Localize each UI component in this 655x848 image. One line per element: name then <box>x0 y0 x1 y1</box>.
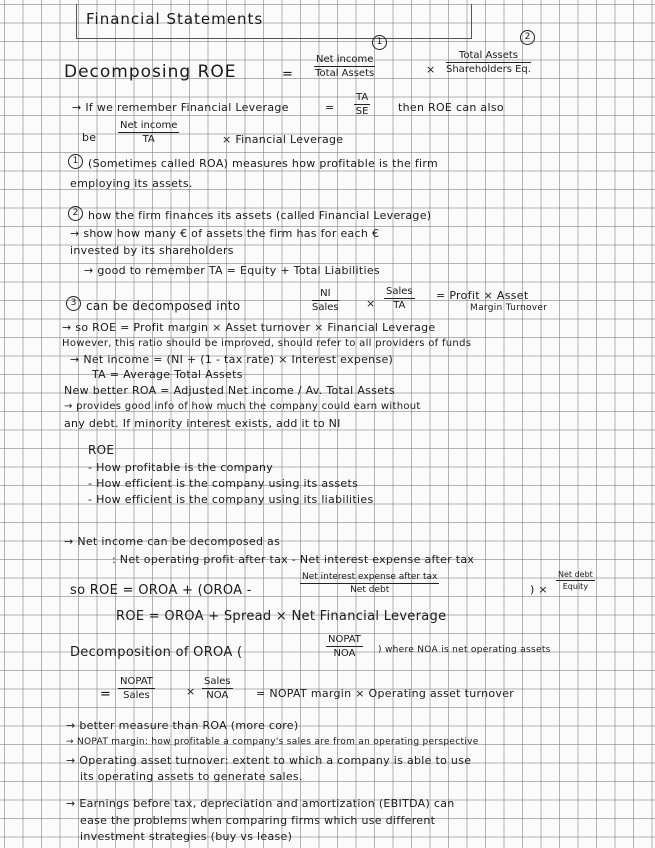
fl-line-1-end: then ROE can also <box>398 101 504 114</box>
roe-frac-net-income-total-assets <box>314 54 375 79</box>
fl-line-1-eq: = <box>325 101 335 114</box>
frac-denominator: Shareholders Eq. <box>446 64 531 75</box>
op-turnover-line-b: its operating assets to generate sales. <box>80 770 303 783</box>
so2-frac-interest-netdebt <box>300 572 439 595</box>
roe-frac-total-assets-equity <box>446 50 531 75</box>
marker-one: 1 <box>372 35 387 50</box>
marker-three-note: 3 <box>66 296 81 311</box>
roe-spread-line: ROE = OROA + Spread × Net Financial Leverage <box>116 609 447 624</box>
frac-numerator: Sales <box>386 286 413 297</box>
ebitda-line-a: → Earnings before tax, depreciation and amortization (EBITDA) can <box>66 797 455 810</box>
eq-frac-nopat-sales <box>118 676 155 701</box>
frac-numerator: Net income <box>316 54 374 65</box>
marker-two: 2 <box>520 30 535 45</box>
note-three-frac-ni-sales <box>312 288 339 313</box>
frac-denominator: Net debt <box>350 585 390 595</box>
frac-numerator: Net interest expense after tax <box>302 572 438 582</box>
note-three-line-a: can be decomposed into <box>86 299 241 313</box>
eq-end: = NOPAT margin × Operating asset turnover <box>256 687 515 700</box>
note-three-frac-sales-ta <box>384 286 415 311</box>
roe-formula-times: × <box>426 63 436 76</box>
frac-denominator: Total Assets <box>315 68 375 79</box>
provides-line-a: → provides good info of how much the company could earn without <box>64 401 421 412</box>
roe-formula-eq: = <box>282 67 294 82</box>
marker-one-note: 1 <box>68 154 83 169</box>
new-roa-line: New better ROA = Adjusted Net income / Av. Total Assets <box>64 384 395 397</box>
frac-denominator: Sales <box>312 302 339 313</box>
fl-frac-ni-ta <box>118 120 179 145</box>
so-roe-oroa: so ROE = OROA + (OROA - <box>70 583 252 598</box>
marker-two-note: 2 <box>68 206 83 221</box>
frac-denominator: NOA <box>333 648 356 659</box>
page-title: Financial Statements <box>86 10 264 28</box>
op-turnover-line-a: → Operating asset turnover: extent to which a company is able to use <box>66 754 472 767</box>
better-line: → better measure than ROA (more core) <box>66 719 299 732</box>
frac-numerator: NI <box>312 288 339 301</box>
frac-numerator: NOPAT <box>328 634 361 645</box>
note-three-labels: Margin Turnover <box>470 303 548 313</box>
frac-denominator: TA <box>142 134 155 145</box>
roe-formula-lhs: Decomposing ROE <box>64 62 237 82</box>
nopat-margin-line: → NOPAT margin: how profitable a company's sales are from an operating perspective <box>66 737 479 747</box>
fl-line-2-end: × Financial Leverage <box>222 133 344 146</box>
roe-heading: ROE <box>88 443 115 457</box>
provides-line-b: any debt. If minority interest exists, add it to NI <box>64 417 341 430</box>
so2-frac-netdebt-equity <box>556 570 595 591</box>
note-one-line-b: employing its assets. <box>70 177 193 190</box>
frac-numerator: Sales <box>204 676 231 687</box>
frac-denominator: Sales <box>123 690 150 701</box>
note-two-line-d: → good to remember TA = Equity + Total Liabilities <box>84 264 380 277</box>
roe-bullet-2: - How efficient is the company using its assets <box>88 477 359 490</box>
ebitda-line-b: ease the problems when comparing firms which use different <box>80 814 436 827</box>
so-roe-line: → so ROE = Profit margin × Asset turnover × Financial Leverage <box>62 321 436 334</box>
frac-denominator: Equity <box>562 582 589 591</box>
fl-line-1: → If we remember Financial Leverage <box>72 101 289 114</box>
frac-numerator: Total Assets <box>446 50 531 63</box>
fl-line-2-be: be <box>82 131 97 144</box>
note-one-line-a: (Sometimes called ROA) measures how profitable is the firm <box>88 157 439 170</box>
frac-numerator: NOPAT <box>120 676 153 687</box>
frac-denominator: TA <box>393 300 406 311</box>
note-two-line-b: → show how many € of assets the firm has for each € <box>70 227 380 240</box>
however-line: However, this ratio should be improved, should refer to all providers of funds <box>62 338 472 349</box>
frac-numerator: TA <box>356 92 369 103</box>
frac-denominator: NOA <box>206 690 229 701</box>
ta-def: TA = Average Total Assets <box>92 368 243 381</box>
roe-bullet-3: - How efficient is the company using its liabilities <box>88 493 374 506</box>
ebitda-line-c: investment strategies (buy vs lease) <box>80 830 293 843</box>
frac-denominator: SE <box>355 106 369 117</box>
eq-times: × <box>186 685 196 698</box>
ni-decomp-line-a: → Net income can be decomposed as <box>64 535 281 548</box>
frac-numerator: Net income <box>120 120 178 131</box>
frac-numerator: Net debt <box>558 570 593 579</box>
decomp-oroa-end: ) where NOA is net operating assets <box>378 645 551 655</box>
decomp-frac-nopat-noa <box>326 634 363 659</box>
eq-start: = <box>100 687 112 702</box>
fl-frac-ta-se <box>354 92 370 117</box>
note-two-line-a: how the firm finances its assets (called Financial Leverage) <box>88 209 432 222</box>
so2-close: ) × <box>530 583 548 596</box>
net-income-def: → Net income = (NI + (1 - tax rate) × Interest expense) <box>70 353 394 366</box>
ni-decomp-line-b: : Net operating profit after tax - Net interest expense after tax <box>112 553 475 566</box>
note-two-line-c: invested by its shareholders <box>70 244 234 257</box>
note-three-eq: = Profit × Asset <box>436 289 529 302</box>
decomp-oroa-line: Decomposition of OROA ( <box>70 645 243 660</box>
note-three-times: × <box>366 297 376 310</box>
eq-frac-sales-noa <box>202 676 233 701</box>
roe-bullet-1: - How profitable is the company <box>88 461 274 474</box>
